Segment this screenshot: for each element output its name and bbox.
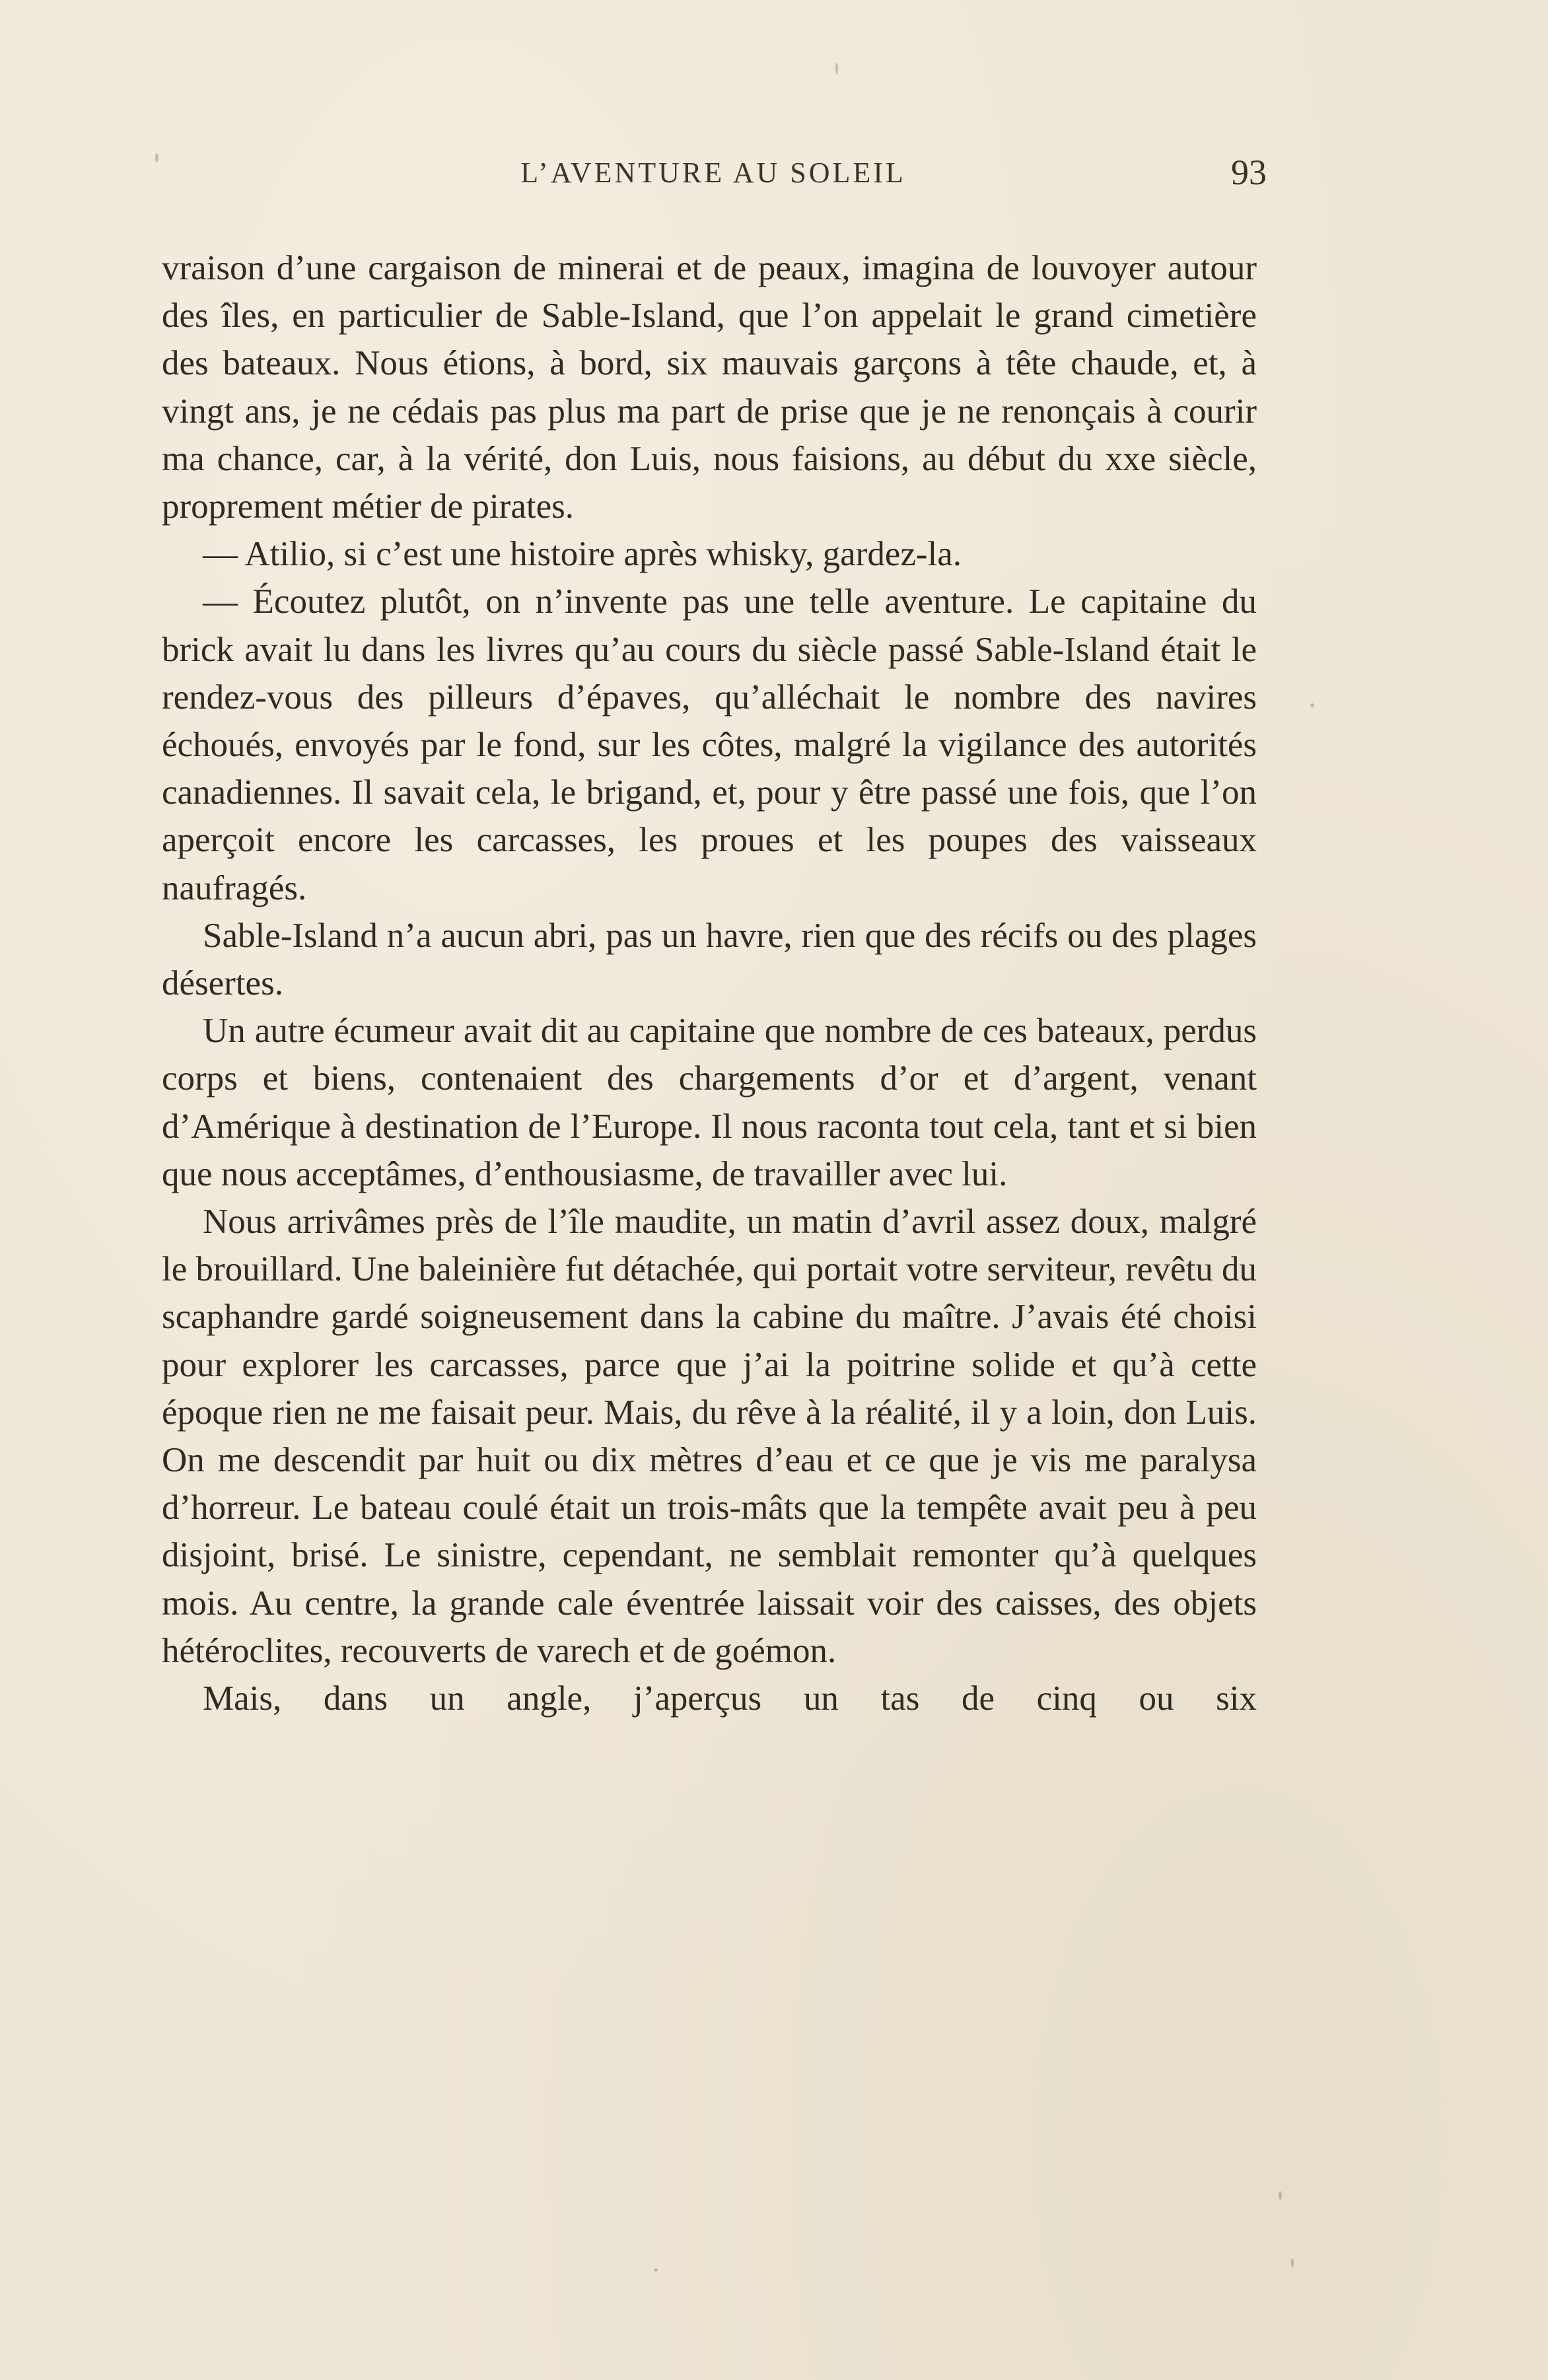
paragraph: — Atilio, si c’est une histoire après whisky, gardez-la. <box>203 535 962 574</box>
paper-speck <box>1310 703 1314 707</box>
paragraph: Mais, dans un angle, j’aperçus un tas de cinq ou six <box>203 1679 1257 1718</box>
paper-speck <box>1279 2191 1282 2200</box>
page-number: 93 <box>1231 153 1267 192</box>
body-text <box>162 244 1257 1722</box>
paper-speck <box>835 63 838 75</box>
paragraph: Nous arrivâmes près de l’île maudite, un matin d’avril assez doux, malgré le brouillard. Une baleinière fut détachée, qui portait votre serviteur, revêtu du scaphandre gardé soigneusement dans la cabine du maître. J’avais été choisi pour explorer les carcasses, parce que j’ai la poitrine solide et qu’à cette époque rien ne me faisait peur. Mais, du rêve à la réalité, il y a loin, don Luis. On me descendit par huit ou dix mètres d’eau et ce que je vis me paralysa d’horreur. Le bateau coulé était un trois-mâts que la tempête avait peu à peu disjoint, brisé. Le sinistre, cependant, ne semblait remonter qu’à quelques mois. Au centre, la grande cale éventrée laissait voir des caisses, des objets hétéroclites, recouverts de varech et de goémon. <box>162 1203 1257 1670</box>
paragraph: — Écoutez plutôt, on n’invente pas une telle aventure. Le capitaine du brick avait lu dans les livres qu’au cours du siècle passé Sable-Island était le rendez-vous des pilleurs d’épaves, qu’alléchait le nombre des navires échoués, envoyés par le fond, sur les côtes, malgré la vigilance des autorités canadiennes. Il savait cela, le brigand, et, pour y être passé une fois, que l’on aperçoit encore les carcasses, les proues et les poupes des vaisseaux naufragés. <box>162 582 1257 907</box>
paragraph: vraison d’une cargaison de minerai et de peaux, imagina de louvoyer autour des îles, en particulier de Sable-Island, que l’on appelait le grand cimetière des bateaux. Nous étions, à bord, six mauvais garçons à tête chaude, et, à vingt ans, je ne cédais pas plus ma part de prise que je ne renonçais à courir ma chance, car, à la vérité, don Luis, nous faisions, au début du xxe siècle, proprement métier de pirates. <box>162 249 1257 526</box>
paper-speck <box>654 2268 658 2272</box>
running-title: L’AVENTURE AU SOLEIL <box>520 157 906 189</box>
paragraph: Un autre écumeur avait dit au capitaine que nombre de ces bateaux, perdus corps et biens, contenaient des chargements d’or et d’argent, venant d’Amérique à destination de l’Europe. Il nous raconta tout cela, tant et si bien que nous acceptâmes, d’enthousiasme, de travailler avec lui. <box>162 1012 1257 1193</box>
paper-speck <box>1291 2258 1294 2268</box>
paper-speck <box>155 153 158 162</box>
paragraph: Sable-Island n’a aucun abri, pas un havre, rien que des récifs ou des plages désertes. <box>162 916 1257 1003</box>
